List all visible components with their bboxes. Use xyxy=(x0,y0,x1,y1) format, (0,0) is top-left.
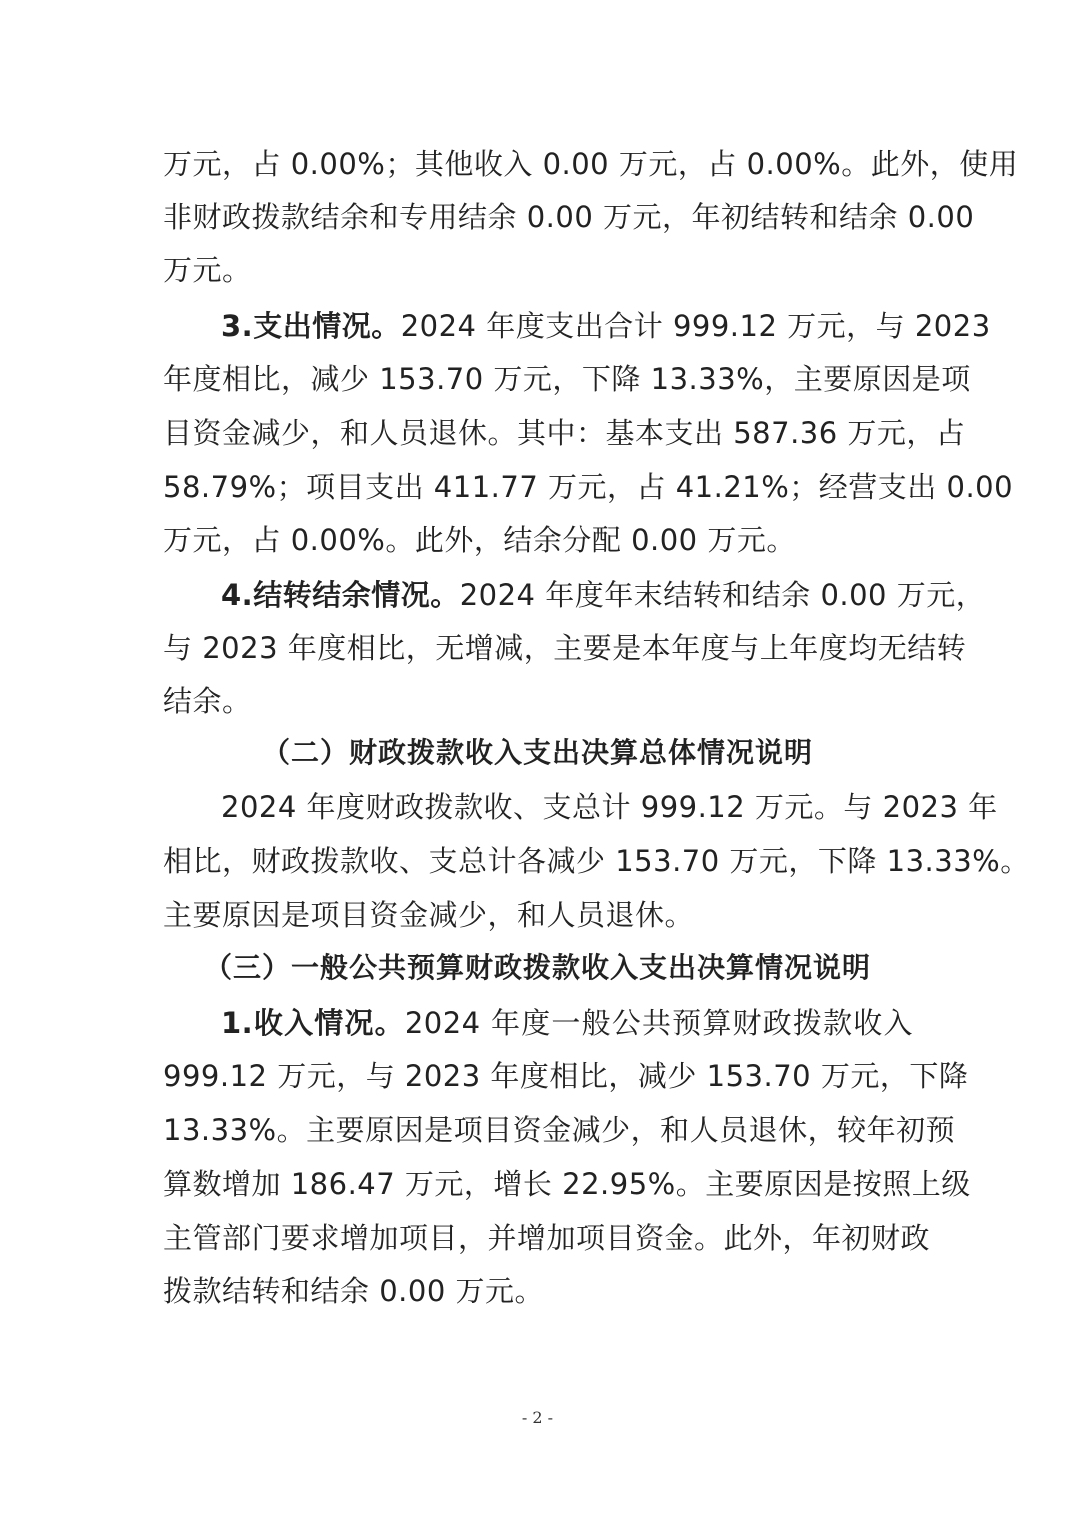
paragraph-first-line xyxy=(221,307,991,345)
body-line: 非财政拨款结余和专用结余 0.00 万元，年初结转和结余 0.00 xyxy=(163,200,975,234)
paragraph-first-line: 2024 年度财政拨款收、支总计 999.12 万元。与 2023 年 xyxy=(221,790,998,824)
page-number: - 2 - xyxy=(521,1408,554,1427)
body-line: 主管部门要求增加项目，并增加项目资金。此外，年初财政 xyxy=(163,1221,931,1255)
body-line: 58.79%；项目支出 411.77 万元，占 41.21%；经营支出 0.00 xyxy=(163,470,1014,504)
section-heading: （三）一般公共预算财政拨款收入支出决算情况说明 xyxy=(203,951,871,984)
body-line: 主要原因是项目资金减少，和人员退休。 xyxy=(163,898,695,932)
body-line: 万元。 xyxy=(163,253,252,287)
body-line: 拨款结转和结余 0.00 万元。 xyxy=(163,1274,545,1308)
body-line: 年度相比，减少 153.70 万元，下降 13.33%，主要原因是项 xyxy=(163,362,971,396)
body-line: 算数增加 186.47 万元，增长 22.95%。主要原因是按照上级 xyxy=(163,1167,971,1201)
body-line: 相比，财政拨款收、支总计各减少 153.70 万元，下降 13.33%。 xyxy=(163,844,1030,878)
paragraph-first-line xyxy=(221,1004,913,1042)
body-line: 13.33%。主要原因是项目资金减少，和人员退休，较年初预 xyxy=(163,1113,956,1147)
body-text: 2024 年度支出合计 999.12 万元，与 2023 xyxy=(400,309,991,343)
section-lead: 1.收入情况。 xyxy=(221,1006,405,1040)
paragraph-first-line xyxy=(221,576,986,614)
body-line: 与 2023 年度相比，无增减，主要是本年度与上年度均无结转 xyxy=(163,631,967,665)
body-line: 999.12 万元，与 2023 年度相比，减少 153.70 万元，下降 xyxy=(163,1059,969,1093)
body-line: 目资金减少，和人员退休。其中：基本支出 587.36 万元，占 xyxy=(163,416,966,450)
section-lead: 3.支出情况。 xyxy=(221,309,401,343)
body-text: 2024 年度一般公共预算财政拨款收入 xyxy=(404,1006,913,1040)
section-heading: （二）财政拨款收入支出决算总体情况说明 xyxy=(261,736,813,769)
body-line: 万元，占 0.00%；其他收入 0.00 万元，占 0.00%。此外，使用 xyxy=(163,147,1019,181)
body-line: 万元，占 0.00%。此外，结余分配 0.00 万元。 xyxy=(163,523,796,557)
section-lead: 4.结转结余情况。 xyxy=(221,578,460,612)
body-line: 结余。 xyxy=(163,684,252,718)
body-text: 2024 年度年末结转和结余 0.00 万元， xyxy=(459,578,986,612)
